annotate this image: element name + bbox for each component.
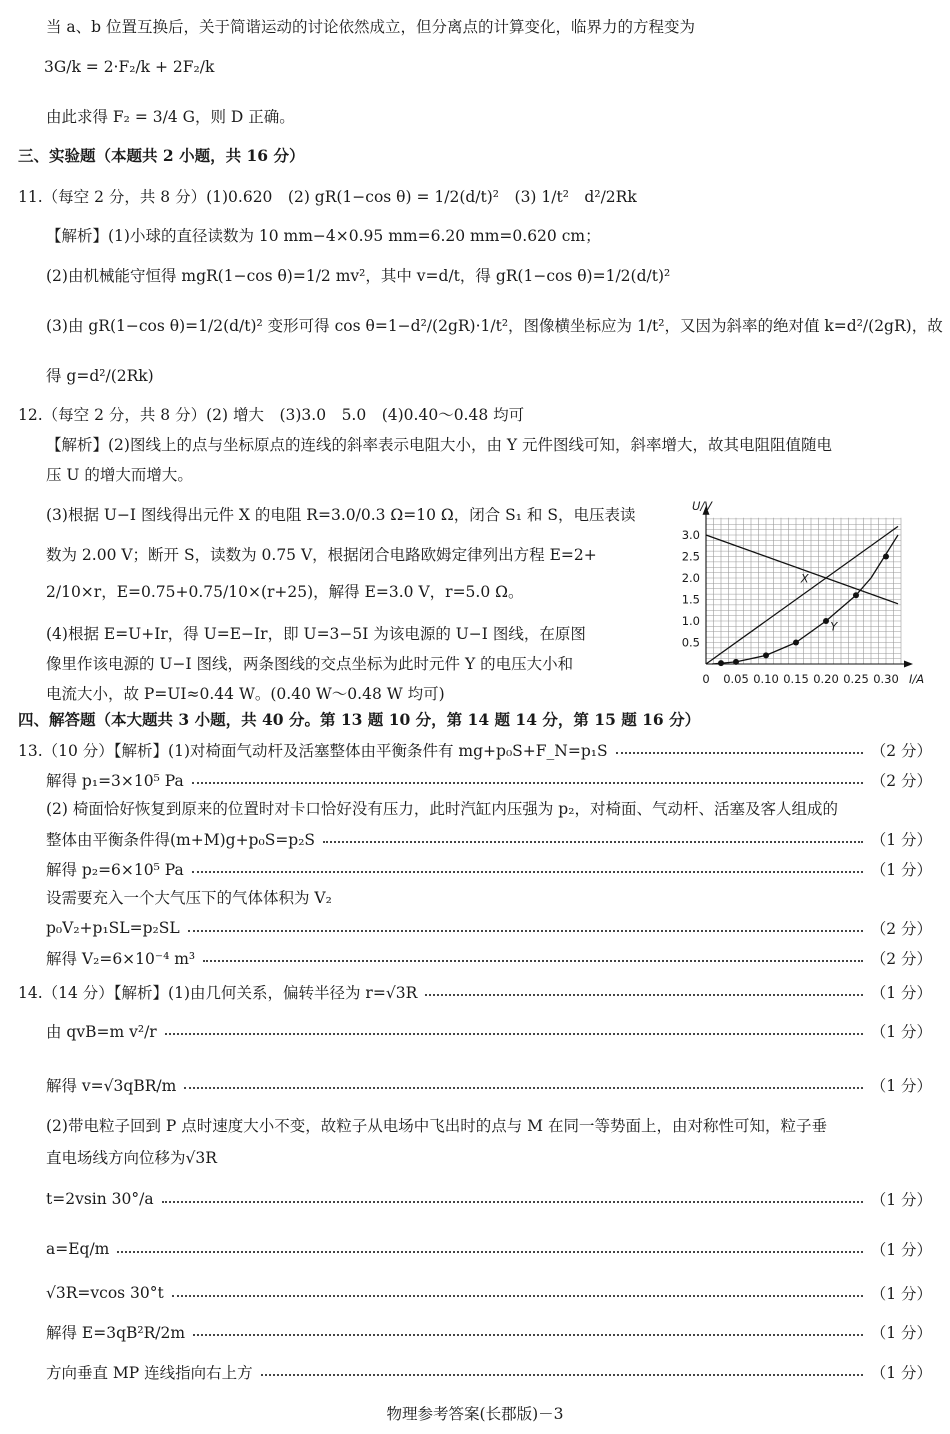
leader-dots (188, 930, 863, 932)
q12-analysis-4: 数为 2.00 V；断开 S，读数为 0.75 V，根据闭合电路欧姆定律列出方程 E=2+ (46, 546, 597, 564)
q14-row-3-score: （1 分） (870, 1077, 932, 1095)
annotation-y: Y (830, 619, 838, 634)
x-tick-label: 0.25 (843, 672, 869, 686)
data-point-Y (718, 660, 724, 666)
q13-row-6: 设需要充入一个大气压下的气体体积为 V₂ (46, 889, 332, 907)
q14-row-3 (46, 1074, 932, 1096)
q13-row-2-score: （2 分） (870, 772, 932, 790)
q12-answer-line: 12.（每空 2 分，共 8 分）(2) 增大 (3)3.0 5.0 (4)0.40～0.48 均可 (18, 406, 525, 424)
y-tick-label: 2.0 (681, 571, 700, 585)
q13-row-1-text: 13.（10 分）【解析】(1)对椅面气动杆及活塞整体由平衡条件有 mg+p₀S+F_N=p₁S (18, 742, 608, 760)
q14-row-6-text: t=2vsin 30°/a (46, 1190, 154, 1208)
q14-row-2-score: （1 分） (870, 1023, 932, 1041)
y-tick-label: 2.5 (681, 549, 700, 564)
q14-row-8-score: （1 分） (870, 1285, 932, 1303)
leader-dots (162, 1201, 863, 1203)
q14-row-10-text: 方向垂直 MP 连线指向右上方 (46, 1364, 253, 1382)
section-3-title: 三、实验题（本题共 2 小题，共 16 分） (18, 146, 305, 165)
x-tick-label: 0.10 (753, 672, 779, 686)
q12-analysis-3: (3)根据 U−I 图线得出元件 X 的电阻 R=3.0/0.3 Ω=10 Ω，闭合 S₁ 和 S，电压表读 (46, 506, 636, 524)
q13-row-7-score: （2 分） (870, 920, 932, 938)
q14-row-9-text: 解得 E=3qB²R/2m (46, 1324, 186, 1342)
leader-dots (261, 1374, 863, 1376)
intro-line-3: 由此求得 F₂ = 3/4 G，则 D 正确。 (46, 108, 295, 126)
x-axis-arrow (904, 661, 913, 668)
y-tick-label: 3.0 (681, 528, 700, 542)
leader-dots (184, 1087, 862, 1089)
q13-row-2-text: 解得 p₁=3×10⁵ Pa (46, 772, 184, 790)
q14-row-9 (46, 1321, 932, 1343)
chart-series (706, 526, 898, 666)
x-tick-label: 0.15 (783, 672, 809, 686)
q12-analysis-2: 压 U 的增大而增大。 (46, 466, 193, 484)
x-tick-label: 0.30 (873, 672, 899, 686)
page-footer: 物理参考答案(长郡版)－3 (386, 1405, 564, 1423)
series-line-X (706, 526, 898, 664)
q13-row-5 (46, 858, 932, 880)
q13-row-1-score: （2 分） (870, 742, 932, 760)
q11-answer-line: 11.（每空 2 分，共 8 分）(1)0.620 (2) gR(1−cos θ) = 1/2(d/t)² (3) 1/t² d²/2Rk (18, 188, 637, 206)
q11-analysis-4: 得 g=d²/(2Rk) (46, 367, 154, 385)
y-axis-label: U/V (692, 498, 713, 513)
q14-row-6 (46, 1188, 932, 1210)
leader-dots (193, 1334, 863, 1336)
chart-labels (682, 499, 925, 686)
data-point-Y (853, 592, 859, 598)
q13-row-5-text: 解得 p₂=6×10⁵ Pa (46, 861, 184, 879)
leader-dots (172, 1295, 863, 1297)
q14-row-2 (46, 1020, 932, 1042)
q13-row-8-text: 解得 V₂=6×10⁻⁴ m³ (46, 950, 196, 968)
annotation-x: X (800, 571, 809, 586)
q13-row-7-text: p₀V₂+p₁SL=p₂SL (46, 919, 180, 937)
u-i-chart (670, 488, 932, 698)
q13-row-3: (2) 椅面恰好恢复到原来的位置时对卡口恰好没有压力，此时汽缸内压强为 p₂，对椅面、气动杆、活塞及客人组成的 (46, 800, 838, 818)
leader-dots (616, 752, 863, 754)
intro-equation-text: 3G/k = 2·F₂/k + 2F₂/k (44, 58, 215, 76)
q13-row-7 (46, 917, 932, 939)
q12-analysis-7: 像里作该电源的 U−I 图线，两条图线的交点坐标为此时元件 Y 的电压大小和 (46, 655, 574, 673)
q11-analysis-1: 【解析】(1)小球的直径读数为 10 mm−4×0.95 mm=6.20 mm=0.620 cm； (46, 227, 601, 245)
q14-row-8 (46, 1282, 932, 1304)
leader-dots (425, 994, 862, 996)
q14-row-6-score: （1 分） (870, 1191, 932, 1209)
x-tick-label: 0.05 (723, 672, 749, 686)
leader-dots (323, 841, 863, 843)
data-point-Y (883, 554, 889, 560)
q12-analysis-8: 电流大小，故 P=UI≈0.44 W。(0.40 W～0.48 W 均可) (46, 685, 445, 703)
leader-dots (117, 1251, 862, 1253)
q14-row-10-score: （1 分） (870, 1364, 932, 1382)
q14-row-3-text: 解得 v=√3qBR/m (46, 1077, 177, 1095)
q13-row-8 (46, 947, 932, 969)
data-point-Y (793, 640, 799, 646)
series-line-source (706, 535, 898, 604)
q13-row-5-score: （1 分） (870, 861, 932, 879)
data-point-Y (763, 652, 769, 658)
q13-row-2 (46, 769, 932, 791)
q11-analysis-2: (2)由机械能守恒得 mgR(1−cos θ)=1/2 mv²，其中 v=d/t，得 gR(1−cos θ)=1/2(d/t)² (46, 267, 671, 285)
q14-row-2-text: 由 qvB=m v²/r (46, 1023, 157, 1041)
q14-row-7 (46, 1238, 932, 1260)
q14-row-1-text: 14.（14 分）【解析】(1)由几何关系，偏转半径为 r=√3R (18, 984, 418, 1002)
q11-analysis-3: (3)由 gR(1−cos θ)=1/2(d/t)² 变形可得 cos θ=1−d²/(2gR)·1/t²，图像横坐标应为 1/t²，又因为斜率的绝对值 k=d²/(2gR)，故 (46, 317, 943, 335)
q14-row-7-text: a=Eq/m (46, 1240, 110, 1258)
x-axis-label: I/A (909, 672, 925, 686)
y-tick-label: 1.5 (681, 592, 700, 607)
q14-row-8-text: √3R=vcos 30°t (46, 1284, 164, 1302)
q14-row-7-score: （1 分） (870, 1241, 932, 1259)
data-point-Y (823, 618, 829, 624)
q12-analysis-1: 【解析】(2)图线上的点与坐标原点的连线的斜率表示电阻大小，由 Y 元件图线可知，斜率增大，故其电阻阻值随电 (46, 436, 833, 454)
y-tick-label: 1.0 (681, 614, 700, 628)
q14-row-5: 直电场线方向位移为√3R (46, 1149, 217, 1167)
chart-grid (706, 518, 901, 664)
data-point-Y (733, 659, 739, 665)
intro-line-1: 当 a、b 位置互换后，关于简谐运动的讨论依然成立，但分离点的计算变化，临界力的方程变为 (46, 18, 696, 36)
q14-row-1 (18, 981, 932, 1003)
leader-dots (192, 871, 863, 873)
leader-dots (192, 782, 863, 784)
q14-row-4: (2)带电粒子回到 P 点时速度大小不变，故粒子从电场中飞出时的点与 M 在同一等势面上，由对称性可知，粒子垂 (46, 1117, 827, 1135)
q13-row-4 (46, 828, 932, 850)
q14-row-1-score: （1 分） (870, 984, 932, 1002)
q13-row-1 (18, 739, 932, 761)
leader-dots (203, 960, 863, 962)
q13-row-4-text: 整体由平衡条件得(m+M)g+p₀S=p₂S (46, 831, 316, 849)
q12-analysis-5: 2/10×r，E=0.75+0.75/10×(r+25)，解得 E=3.0 V，r=5.0 Ω。 (46, 583, 524, 601)
q14-row-10 (46, 1361, 932, 1383)
q14-row-9-score: （1 分） (870, 1324, 932, 1342)
y-tick-label: 0.5 (681, 635, 700, 650)
q13-row-8-score: （2 分） (870, 950, 932, 968)
leader-dots (165, 1033, 863, 1035)
intro-equation (44, 48, 214, 86)
x-tick-label: 0 (702, 672, 710, 686)
x-tick-label: 0.20 (813, 672, 839, 686)
q12-analysis-6: (4)根据 E=U+Ir，得 U=E−Ir，即 U=3−5I 为该电源的 U−I 图线，在原图 (46, 625, 586, 643)
q13-row-4-score: （1 分） (870, 831, 932, 849)
section-4-title: 四、解答题（本大题共 3 小题，共 40 分。第 13 题 10 分，第 14 题 14 分，第 15 题 16 分） (18, 710, 701, 729)
